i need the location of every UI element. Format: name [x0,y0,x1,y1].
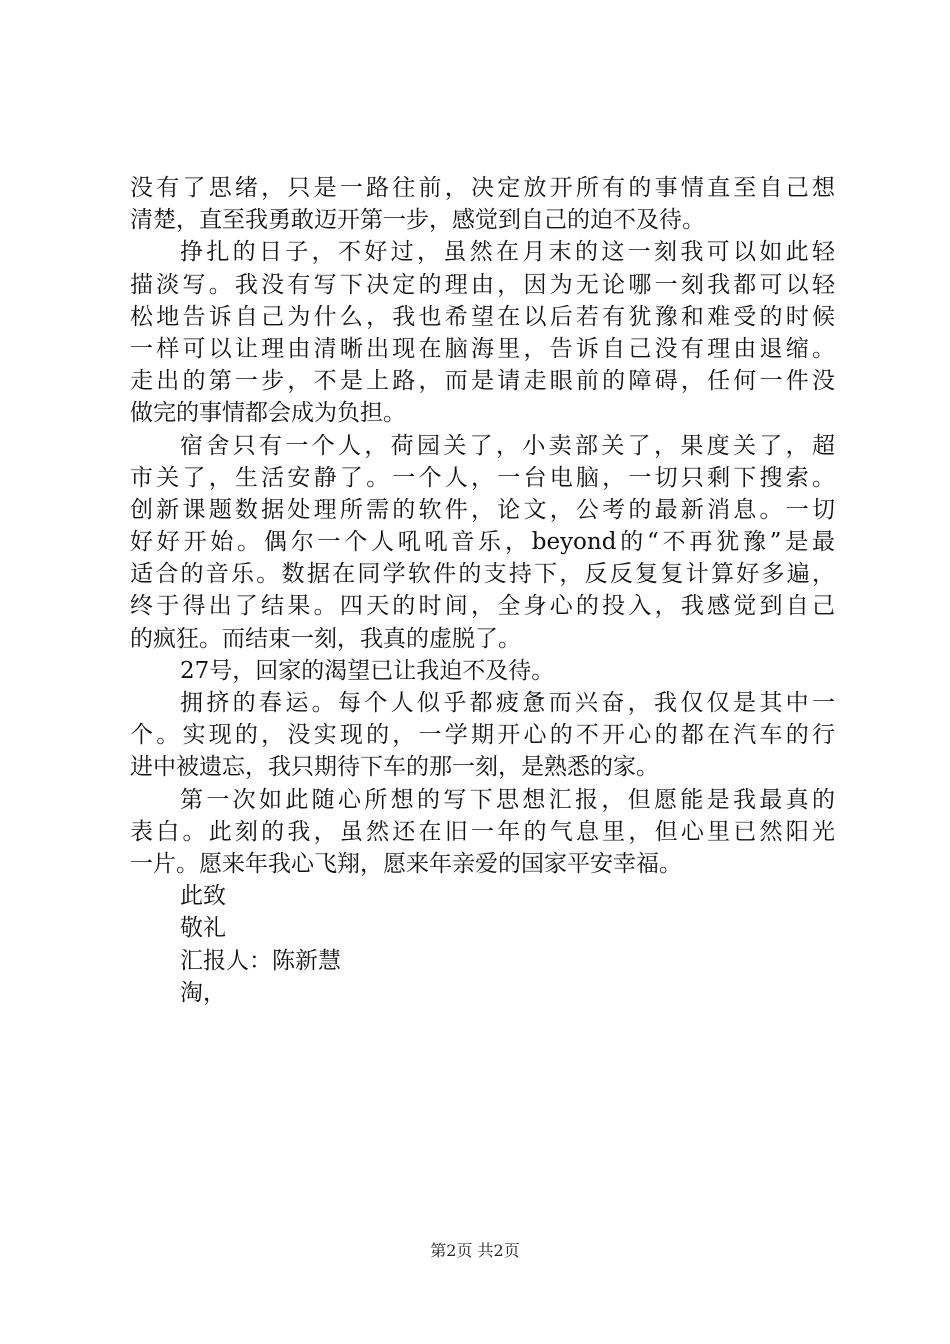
text-line: 进中被遗忘，我只期待下车的那一刻，是熟悉的家。 [130,754,659,781]
reporter-signature: 汇报人：陈新慧 [180,947,341,974]
text-line: 适合的音乐。数据在同学软件的支持下，反反复复计算好多遍， [130,561,835,588]
text-line: 的疯狂。而结束一刻，我真的虚脱了。 [130,625,521,652]
paragraph-start-line: 27号，回家的渴望已让我迫不及待。 [180,657,555,684]
text-line: 做完的事情都会成为负担。 [130,400,406,427]
paragraph-start-line: 宿舍只有一个人，荷园关了，小卖部关了，果度关了，超 [180,432,835,459]
page-number-footer: 第2页 共2页 [430,1241,520,1260]
text-line: 终于得出了结果。四天的时间，全身心的投入，我感觉到自己 [130,593,835,620]
text-line: 描淡写。我没有写下决定的理由，因为无论哪一刻我都可以轻 [130,271,835,298]
text-line: 清楚，直至我勇敢迈开第一步，感觉到自己的迫不及待。 [130,207,705,234]
text-line: 创新课题数据处理所需的软件，论文，公考的最新消息。一切 [130,496,835,523]
text-line: 好好开始。偶尔一个人吼吼音乐，beyond的“不再犹豫”是最 [130,529,835,556]
paragraph-start-line: 拥挤的春运。每个人似乎都疲惫而兴奋，我仅仅是其中一 [180,690,835,716]
text-line: 一片。愿来年我心飞翔，愿来年亲爱的国家平安幸福。 [130,850,682,877]
text-line: 个。实现的，没实现的，一学期开心的不开心的都在汽车的行 [130,722,835,749]
text-line: 表白。此刻的我，虽然还在旧一年的气息里，但心里已然阳光 [130,818,835,845]
closing-regards: 敬礼 [180,915,226,942]
paragraph-start-line: 第一次如此随心所想的写下思想汇报，但愿能是我最真的 [180,786,835,813]
trailing-text: 淘， [180,979,226,1006]
letter-body [130,172,835,1009]
text-line: 走出的第一步，不是上路，而是请走眼前的障碍，任何一件没 [130,368,835,395]
text-line: 松地告诉自己为什么，我也希望在以后若有犹豫和难受的时候 [130,303,835,330]
text-line: 一样可以让理由清晰出现在脑海里，告诉自己没有理由退缩。 [130,335,835,362]
text-line: 市关了，生活安静了。一个人，一台电脑，一切只剩下搜索。 [130,464,835,491]
paragraph-start-line: 挣扎的日子，不好过，虽然在月末的这一刻我可以如此轻 [180,239,835,266]
closing-salutation: 此致 [180,883,226,910]
text-line: 没有了思绪，只是一路往前，决定放开所有的事情直至自己想 [130,175,835,201]
